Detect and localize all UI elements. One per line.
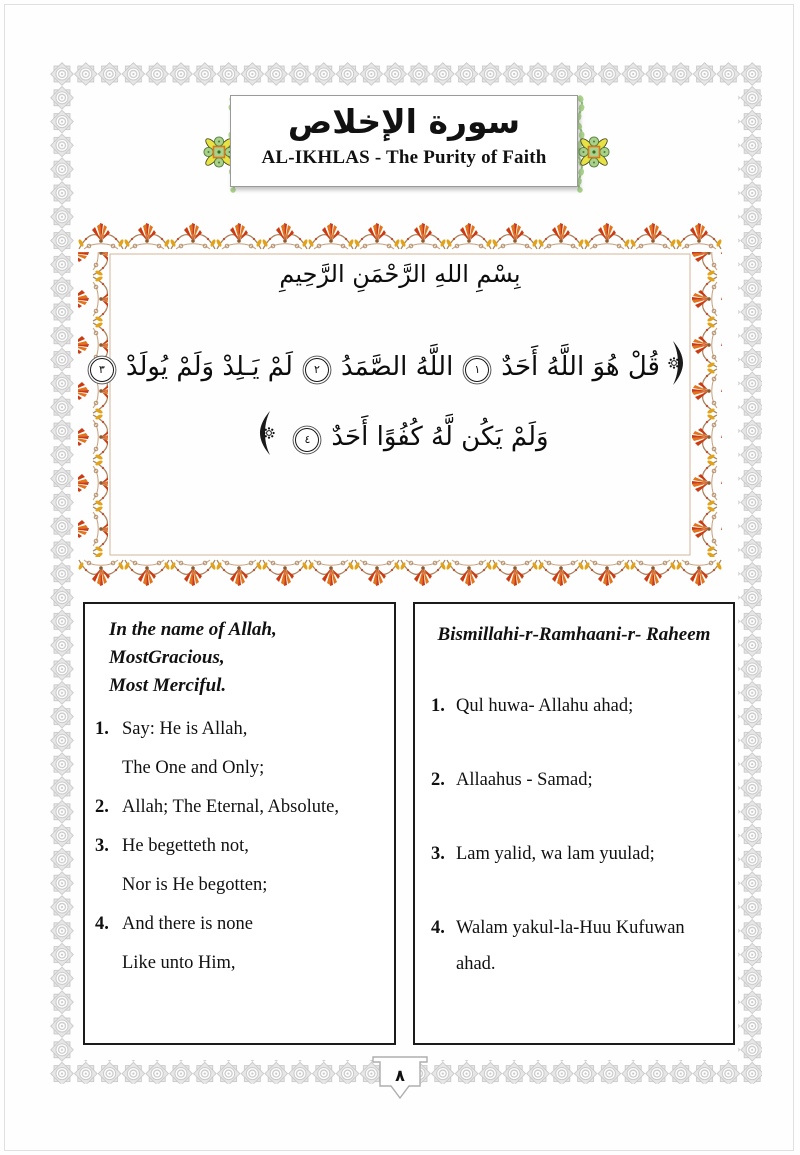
surah-title-arabic: سورة الإخلاص <box>287 102 521 141</box>
translation-items <box>85 710 394 983</box>
surah-title-box <box>230 95 578 187</box>
quran-text-panel <box>98 252 692 557</box>
ayah-marker-1: ١ <box>465 358 489 382</box>
verse-line-2 <box>108 410 692 456</box>
translation-header: In the name of Allah, MostGracious, Most Merciful. <box>109 619 277 696</box>
translation-box <box>83 602 396 1045</box>
surah-title-english: AL-IKHLAS - The Purity of Faith <box>261 147 547 168</box>
translation-item-2: 2. Allah; The Eternal, Absolute, <box>95 797 339 817</box>
transliteration-item-4: 4. Walam yakul-la-Huu Kufuwan ahad. <box>431 918 685 974</box>
transliteration-items <box>415 688 733 982</box>
transliteration-item-3: 3. Lam yalid, wa lam yuulad; <box>431 844 655 864</box>
bismillah-calligraphy: بِسْمِ اللهِ الرَّحْمَنِ الرَّحِيمِ <box>279 260 521 288</box>
verse-1-text: قُلْ هُوَ اللَّهُ أَحَدٌ <box>501 352 660 382</box>
verse-2-text: اللَّهُ الصَّمَدُ <box>340 352 454 382</box>
verse-4-text: وَلَمْ يَكُن لَّهُ كُفُوًا أَحَدٌ <box>331 422 549 452</box>
ayah-marker-4: ٤ <box>295 428 319 452</box>
translation-item-4: 4. And there is none Like unto Him, <box>95 914 254 973</box>
transliteration-header: Bismillahi-r-Ramhaani-r- Raheem <box>437 624 711 645</box>
page-number-badge <box>373 1057 427 1098</box>
transliteration-item-1: 1. Qul huwa- Allahu ahad; <box>431 696 634 716</box>
surah-end-ornament-icon <box>257 410 277 456</box>
title-vine-right <box>578 98 609 190</box>
verse-3-text: لَمْ يَـلِدْ وَلَمْ يُولَدْ <box>125 352 293 382</box>
transliteration-box <box>413 602 735 1045</box>
page-number: ٨ <box>395 1066 405 1085</box>
transliteration-item-2: 2. Allaahus - Samad; <box>431 770 593 790</box>
ayah-marker-2: ٢ <box>305 358 329 382</box>
translation-item-1: 1. Say: He is Allah, The One and Only; <box>95 719 265 778</box>
translation-item-3: 3. He begetteth not, Nor is He begotten; <box>95 836 268 895</box>
ayah-marker-3: ٣ <box>90 358 114 382</box>
surah-start-ornament-icon <box>666 340 686 386</box>
verse-line-1 <box>98 340 692 386</box>
